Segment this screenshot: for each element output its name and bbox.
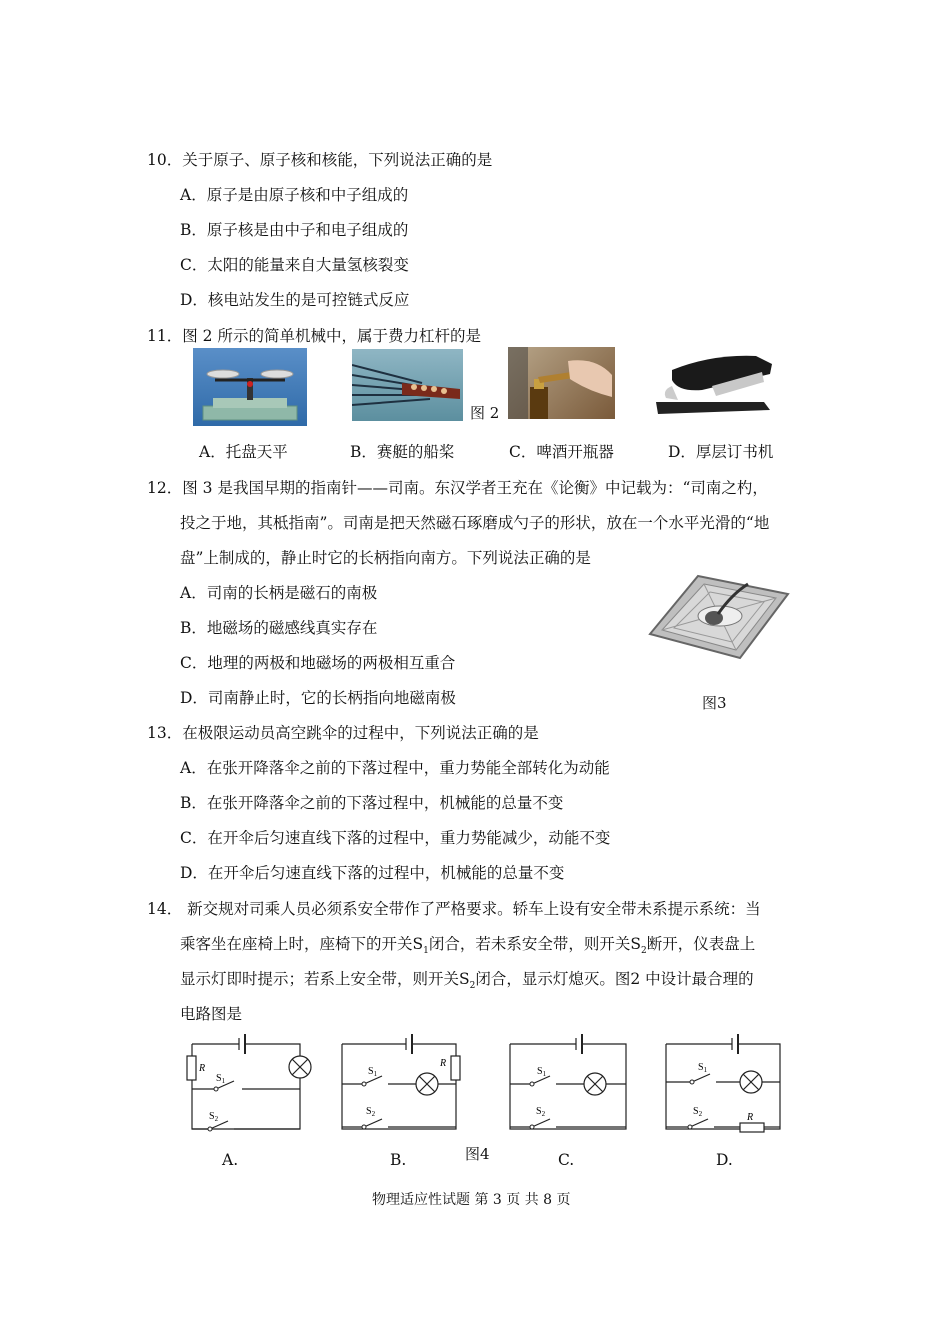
- svg-text:R: R: [440, 1058, 447, 1069]
- q11-stem: 11．图 2 所示的简单机械中，属于费力杠杆的是: [147, 327, 481, 345]
- q12-option-b: B．地磁场的磁感线真实存在: [180, 619, 378, 637]
- q12-stem-line-2: 投之于地，其柢指南”。司南是把天然磁石琢磨成勺子的形状，放在一个水平光滑的“地: [180, 514, 770, 532]
- q13-option-b: B．在张开降落伞之前的下落过程中，机械能的总量不变: [180, 794, 564, 812]
- q14-stem-line-2: 乘客坐在座椅上时，座椅下的开关$S_1$闭合，若未系安全带，则开关$S_2$断开，仪表盘上: [180, 935, 756, 957]
- q11-option-d: D．厚层订书机: [668, 443, 774, 461]
- circuit-diagram-d: [660, 1034, 786, 1134]
- tray-balance-photo: [193, 348, 307, 426]
- svg-text:S1: $S_1$: [216, 1073, 226, 1085]
- svg-text:S1: $S_1$: [698, 1062, 708, 1074]
- q10-stem: 10．关于原子、原子核和核能，下列说法正确的是: [147, 151, 493, 169]
- q12-figure-label: 图3: [702, 694, 727, 712]
- svg-text:S1: $S_1$: [368, 1066, 378, 1078]
- circuit-label-b: B.: [390, 1151, 407, 1169]
- circuit-diagram-a: [182, 1034, 312, 1134]
- stapler-photo: [652, 350, 774, 418]
- q14-stem-line-1: 14． 新交规对司乘人员必须系安全带作了严格要求。轿车上设有安全带未系提示系统：当: [147, 900, 761, 918]
- q11-option-c: C．啤酒开瓶器: [509, 443, 614, 461]
- circuit-diagram-b: [336, 1034, 466, 1134]
- q12-stem-line-3: 盘”上制成的，静止时它的长柄指向南方。下列说法正确的是: [180, 549, 591, 567]
- q12-option-a: A．司南的长柄是磁石的南极: [180, 584, 378, 602]
- page-footer: 物理适应性试题 第 3 页 共 8 页: [372, 1192, 571, 1208]
- svg-text:S2: $S_2$: [536, 1106, 546, 1118]
- circuit-label-a: A.: [222, 1151, 239, 1169]
- rowing-oar-photo: [352, 349, 463, 421]
- q13-option-a: A．在张开降落伞之前的下落过程中，重力势能全部转化为动能: [180, 759, 610, 777]
- q12-option-c: C．地理的两极和地磁场的两极相互重合: [180, 654, 456, 672]
- q12-option-d: D．司南静止时，它的长柄指向地磁南极: [180, 689, 456, 707]
- q13-stem: 13．在极限运动员高空跳伞的过程中，下列说法正确的是: [147, 724, 539, 742]
- q10-option-a: A．原子是由原子核和中子组成的: [180, 186, 409, 204]
- q11-figure-label: 图 2: [470, 404, 500, 422]
- q14-figure-label: 图4: [465, 1145, 490, 1163]
- sinan-compass-image: [648, 574, 790, 660]
- svg-text:S1: $S_1$: [537, 1066, 547, 1078]
- svg-text:S2: $S_2$: [693, 1106, 703, 1118]
- circuit-a-r-label: R: [199, 1063, 206, 1074]
- q13-option-c: C．在开伞后匀速直线下落的过程中，重力势能减少，动能不变: [180, 829, 611, 847]
- svg-text:R: R: [747, 1112, 754, 1123]
- q11-option-a: A．托盘天平: [199, 443, 288, 461]
- circuit-diagram-c: [506, 1034, 632, 1134]
- svg-text:S2: $S_2$: [366, 1106, 376, 1118]
- q10-option-d: D．核电站发生的是可控链式反应: [180, 291, 410, 309]
- q13-option-d: D．在开伞后匀速直线下落的过程中，机械能的总量不变: [180, 864, 565, 882]
- q12-stem-line-1: 12．图 3 是我国早期的指南针——司南。东汉学者王充在《论衡》中记载为：“司南之杓，: [147, 479, 768, 497]
- q14-stem-line-3: 显示灯即时提示；若系上安全带，则开关$S_2$闭合，显示灯熄灭。图2 中设计最合理的: [180, 970, 754, 992]
- circuit-label-d: D.: [716, 1151, 733, 1169]
- circuit-label-c: C.: [558, 1151, 575, 1169]
- svg-text:S2: $S_2$: [209, 1111, 219, 1123]
- q14-stem-line-4: 电路图是: [180, 1005, 243, 1023]
- bottle-opener-photo: [508, 347, 615, 419]
- q11-option-b: B．赛艇的船桨: [350, 443, 455, 461]
- q10-option-c: C．太阳的能量来自大量氢核裂变: [180, 256, 409, 274]
- q10-option-b: B．原子核是由中子和电子组成的: [180, 221, 409, 239]
